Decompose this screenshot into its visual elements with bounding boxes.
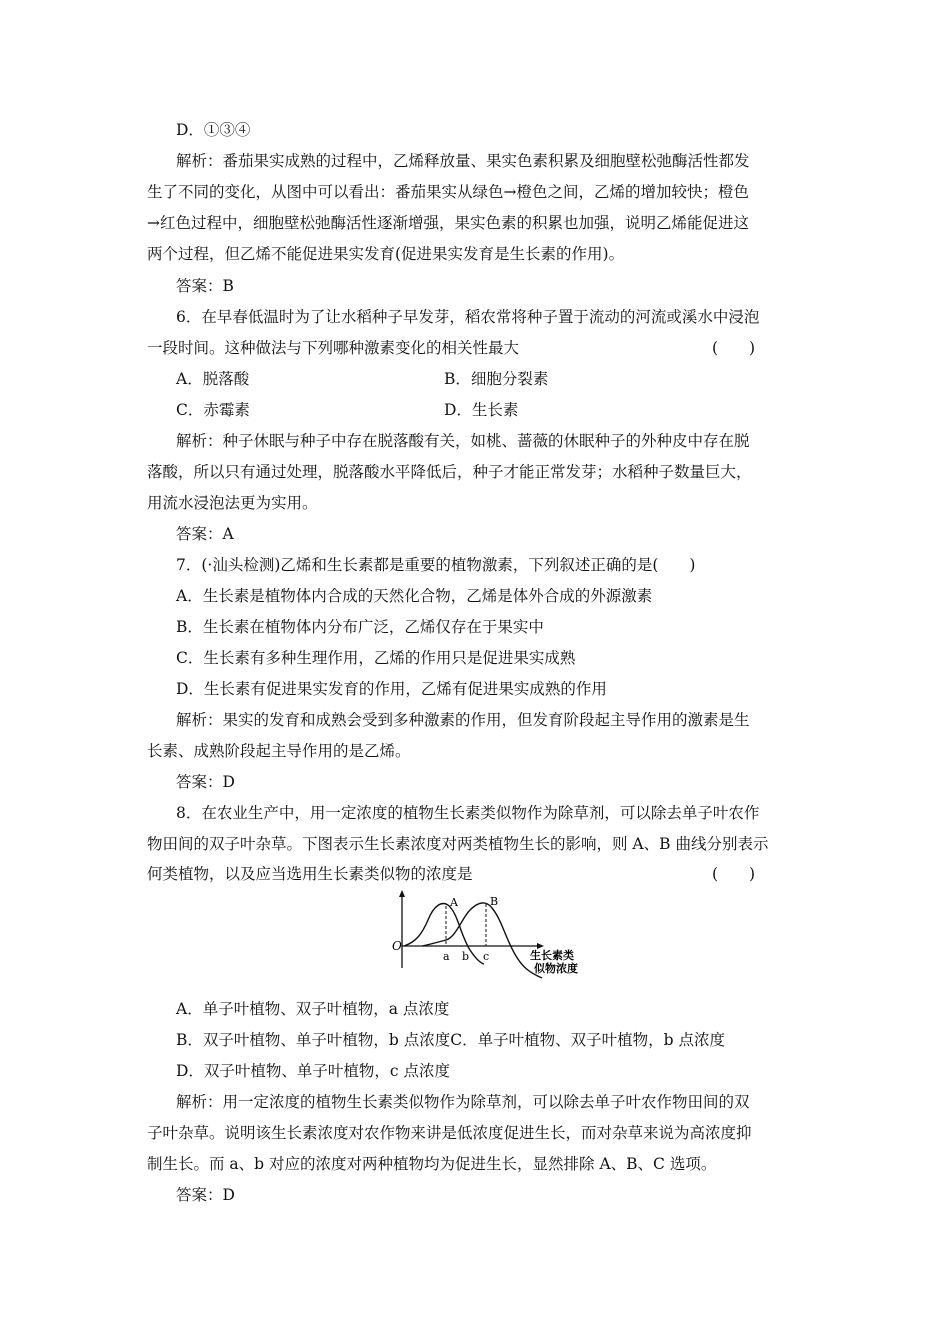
q6-option-b: B．细胞分裂素 bbox=[444, 370, 549, 388]
q7-option-a: A．生长素是植物体内合成的天然化合物，乙烯是体外合成的外源激素 bbox=[176, 587, 653, 605]
q7-analysis-line: 长素、成熟阶段起主导作用的是乙烯。 bbox=[147, 742, 411, 760]
curve-b-label: B bbox=[490, 895, 499, 908]
auxin-response-figure bbox=[382, 888, 592, 988]
q6-stem-line: 一段时间。这种做法与下列哪种激素变化的相关性最大 bbox=[147, 339, 520, 357]
q6-analysis-line: 解析：种子休眠与种子中存在脱落酸有关，如桃、蔷薇的休眠种子的外种皮中存在脱 bbox=[176, 432, 750, 450]
q5-analysis-line: →红色过程中，细胞壁松弛酶活性逐渐增强，果实色素的积累也加强，说明乙烯能促进这 bbox=[147, 214, 749, 232]
q8-analysis-line: 解析：用一定浓度的植物生长素类似物作为除草剂，可以除去单子叶农作物田间的双 bbox=[176, 1093, 750, 1111]
q8-analysis-line: 制生长。而 a、b 对应的浓度对两种植物均为促进生长，显然排除 A、B、C 选项。 bbox=[147, 1155, 717, 1173]
q5-analysis-line: 生了不同的变化，从图中可以看出：番茄果实从绿色→橙色之间，乙烯的增加较快；橙色 bbox=[147, 183, 749, 201]
q8-stem-line: 8．在农业生产中，用一定浓度的植物生长素类似物作为除草剂，可以除去单子叶农作 bbox=[176, 804, 760, 822]
q8-option-d: D．双子叶植物、单子叶植物，c 点浓度 bbox=[176, 1062, 451, 1080]
origin-label: O bbox=[392, 939, 402, 953]
y-axis-arrow bbox=[399, 890, 405, 897]
q6-stem-line: 6．在早春低温时为了让水稻种子早发芽，稻农常将种子置于流动的河流或溪水中浸泡 bbox=[176, 308, 760, 326]
q6-option-a: A．脱落酸 bbox=[176, 370, 250, 388]
x-axis-label-line1: 生长素类 bbox=[530, 949, 574, 962]
q6-answer-paren: ( ) bbox=[712, 339, 756, 357]
q7-stem: 7．(·汕头检测)乙烯和生长素都是重要的植物激素，下列叙述正确的是( ) bbox=[176, 556, 696, 574]
q8-option-a: A．单子叶植物、双子叶植物，a 点浓度 bbox=[176, 1000, 450, 1018]
q6-option-d: D．生长素 bbox=[444, 401, 519, 419]
q7-option-b: B．生长素在植物体内分布广泛，乙烯仅存在于果实中 bbox=[176, 618, 544, 636]
q8-answer-paren: ( ) bbox=[712, 865, 756, 883]
q6-option-c: C．赤霉素 bbox=[176, 401, 250, 419]
q6-answer: 答案：A bbox=[176, 525, 234, 543]
q5-analysis-line: 解析：番茄果实成熟的过程中，乙烯释放量、果实色素积累及细胞壁松弛酶活性都发 bbox=[176, 152, 750, 170]
tick-c-label: c bbox=[483, 950, 490, 963]
curve-b bbox=[422, 903, 542, 978]
q8-stem-line: 物田间的双子叶杂草。下图表示生长素浓度对两类植物生长的影响，则 A、B 曲线分别表示 bbox=[147, 835, 769, 853]
tick-a-label: a bbox=[443, 950, 450, 963]
q5-analysis-line: 两个过程，但乙烯不能促进果实发育(促进果实发育是生长素的作用)。 bbox=[147, 245, 625, 263]
q7-answer: 答案：D bbox=[176, 773, 235, 791]
q8-option-b-c: B．双子叶植物、单子叶植物，b 点浓度C．单子叶植物、双子叶植物，b 点浓度 bbox=[176, 1031, 725, 1049]
q6-analysis-line: 用流水浸泡法更为实用。 bbox=[147, 494, 318, 512]
q7-analysis-line: 解析：果实的发育和成熟会受到多种激素的作用，但发育阶段起主导作用的激素是生 bbox=[176, 711, 750, 729]
q6-analysis-line: 落酸，所以只有通过处理，脱落酸水平降低后，种子才能正常发芽；水稻种子数量巨大， bbox=[147, 463, 752, 481]
tick-b-label: b bbox=[462, 950, 470, 963]
q5-option-d: D．①③④ bbox=[176, 121, 251, 139]
curve-a-label: A bbox=[450, 896, 458, 909]
q5-answer: 答案：B bbox=[176, 277, 234, 295]
q7-option-d: D．生长素有促进果实发育的作用，乙烯有促进果实成熟的作用 bbox=[176, 680, 607, 698]
x-axis-label-line2: 似物浓度 bbox=[534, 962, 578, 975]
q8-analysis-line: 子叶杂草。说明该生长素浓度对农作物来讲是低浓度促进生长，而对杂草来说为高浓度抑 bbox=[147, 1124, 752, 1142]
q8-stem-line: 何类植物，以及应当选用生长素类似物的浓度是 bbox=[147, 865, 473, 883]
q8-answer: 答案：D bbox=[176, 1186, 235, 1204]
q7-option-c: C．生长素有多种生理作用，乙烯的作用只是促进果实成熟 bbox=[176, 649, 576, 667]
